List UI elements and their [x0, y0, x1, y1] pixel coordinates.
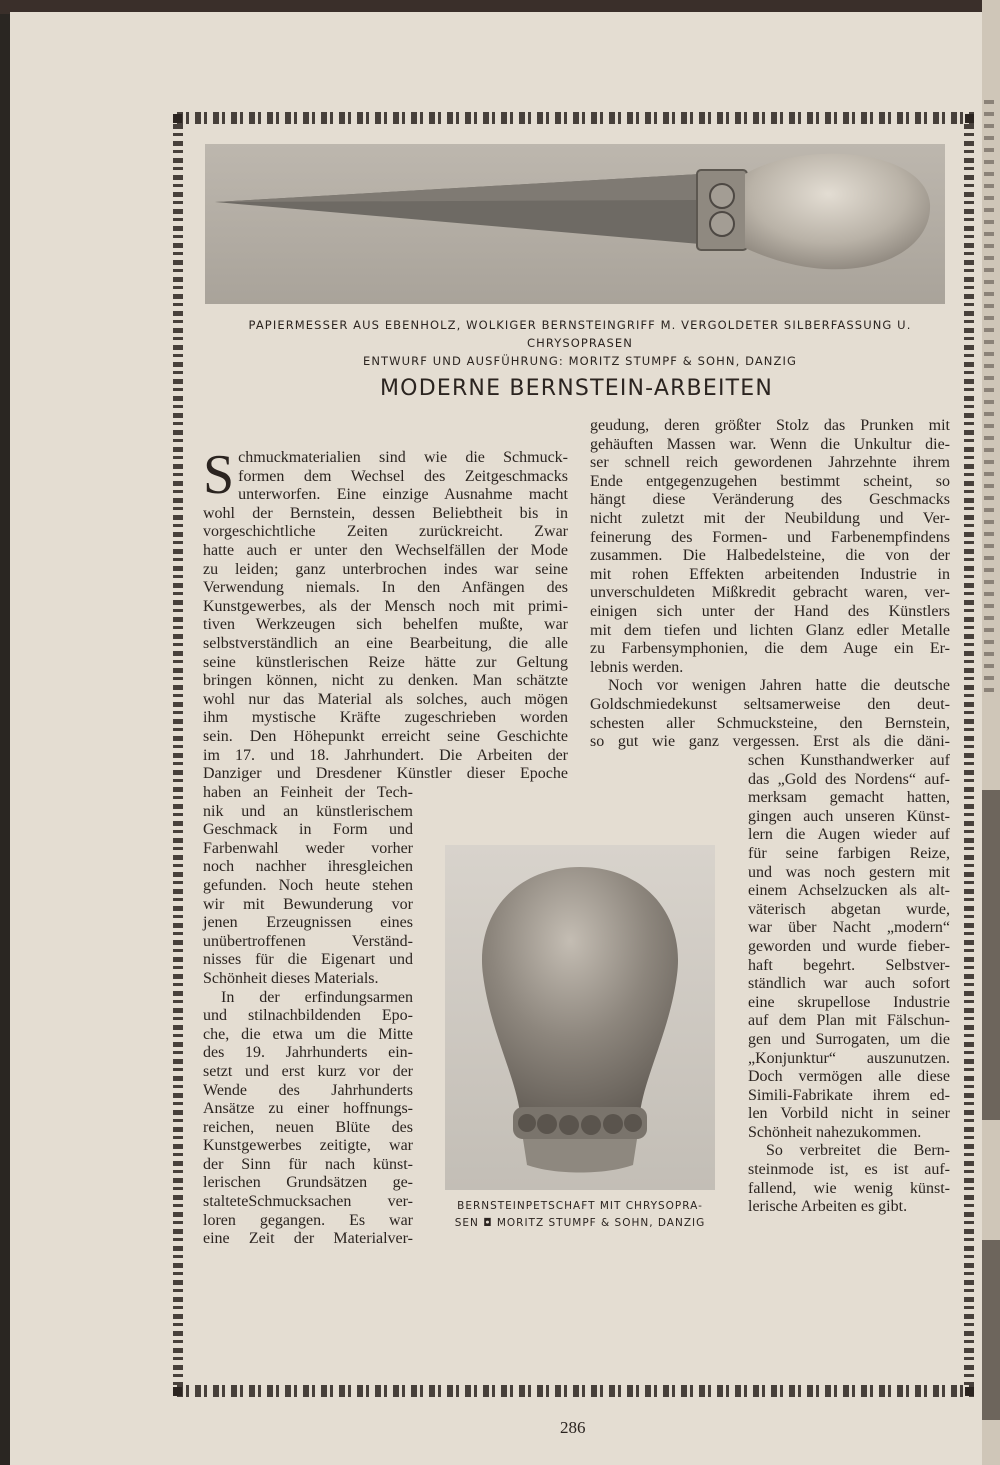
text-line: bringen können, nicht zu denken. Man schätzte	[203, 672, 568, 690]
text-line: sein. Den Höhepunkt erreicht seine Geschichte	[203, 727, 568, 745]
text-line: der Sinn für nach künst-	[203, 1155, 413, 1173]
text-line: vorgeschichtliche Zeiten zurückreicht. Zwar	[203, 523, 568, 541]
text-line: nicht zuletzt mit der Neubildung und Ver-	[590, 509, 950, 527]
facing-page-edge	[982, 0, 1000, 1465]
text-line: len Vorbild nicht in seiner	[748, 1105, 950, 1123]
text-line: ständlich war auch sofort	[748, 975, 950, 993]
text-line: gefunden. Noch heute stehen	[203, 876, 413, 894]
text-line: Verwendung niemals. In den Anfängen des	[203, 579, 568, 597]
ornament-border-top	[177, 112, 974, 124]
text-line: lerischen Grundsätzen ge-	[203, 1174, 413, 1192]
text-line: zu Farbensymphonien, die dem Auge ein Er-	[590, 640, 950, 658]
text-line: seine künstlerischen Reize hätte zur Geltung	[203, 653, 568, 671]
text-line: so gut wie ganz vergessen. Erst als die däni-	[590, 733, 950, 751]
text-line: zusammen. Die Halbedelsteine, die von der	[590, 547, 950, 565]
column-1-wide	[203, 444, 568, 784]
text-line: eine Zeit der Materialver-	[203, 1230, 413, 1248]
text-line: tiven Werkzeugen sich behelfen mußte, war	[203, 616, 568, 634]
caption-line: ENTWURF UND AUSFÜHRUNG: MORITZ STUMPF & SOHN, DANZIG	[362, 354, 797, 368]
text-line: Noch vor wenigen Jahren hatte die deutsche	[608, 677, 950, 695]
text-line: lerische Arbeiten es gibt.	[748, 1198, 908, 1216]
text-line: „Konjunktur“ auszunutzen.	[748, 1049, 950, 1067]
caption-line: BERNSTEINPETSCHAFT MIT CHRYSOPRA-	[457, 1200, 703, 1212]
text-line: Kunstgewerbes zeitigte, war	[203, 1137, 413, 1155]
text-line: hatte auch er unter den Wechselfällen der Mode	[203, 541, 568, 559]
page-number: 286	[560, 1418, 586, 1437]
text-line: des 19. Jahrhunderts ein-	[203, 1044, 413, 1062]
text-line: haft begehrt. Selbstver-	[748, 956, 950, 974]
text-line: lern die Augen wieder auf	[748, 826, 950, 844]
text-line: eine skrupellose Industrie	[748, 993, 950, 1011]
text-line: Geschmack in Form und	[203, 821, 413, 839]
text-line: steinmode ist, es ist auf-	[748, 1161, 950, 1179]
paper-knife-photo	[205, 144, 945, 304]
text-line: für seine farbigen Reize,	[748, 844, 950, 862]
text-line: wohl nur das Material als solches, auch mögen	[203, 690, 568, 708]
text-line: che, die etwa um die Mitte	[203, 1025, 413, 1043]
text-line: loren gegangen. Es war	[203, 1211, 413, 1229]
column-2-wide	[590, 417, 950, 752]
caption-line: PAPIERMESSER AUS EBENHOLZ, WOLKIGER BERNSTEINGRIFF M. VERGOLDETER SILBERFASSUNG U. CHRYSOPRASEN	[248, 318, 912, 350]
text-line: geudung, deren größter Stolz das Prunken mit	[590, 417, 950, 434]
text-line: auf dem Plan mit Fälschun-	[748, 1012, 950, 1030]
text-line: In der erfindungsarmen	[221, 988, 413, 1006]
text-line: wohl der Bernstein, dessen Beliebtheit bis in	[203, 504, 568, 522]
text-line: ser schnell reich gewordenen Jahrzehnte ihrem	[590, 454, 950, 472]
text-line: geworden und wurde fieber-	[748, 937, 950, 955]
drop-cap: S	[203, 444, 235, 506]
text-line: haben an Feinheit der Tech-	[203, 784, 413, 801]
text-line: feinerung des Formen- und Farbenempfindens	[590, 528, 950, 546]
text-line: schesten aller Schmucksteine, den Bernstein,	[590, 714, 950, 732]
text-line: und was noch gestern mit	[748, 863, 950, 881]
article-title: MODERNE BERNSTEIN-ARBEITEN	[380, 376, 774, 401]
text-line: stalteteSchmucksachen ver-	[203, 1193, 413, 1211]
figure-caption-top	[200, 316, 960, 370]
text-line: gingen auch unseren Künst-	[748, 807, 950, 825]
facing-page-image	[982, 790, 1000, 1120]
column-1-narrow	[203, 784, 413, 1249]
text-line: zu leiden; ganz unterbrochen indes war seine	[203, 560, 568, 578]
text-line: setzt und erst kurz vor der	[203, 1062, 413, 1080]
text-line: war über Nacht „modern“	[748, 919, 950, 937]
text-line: Schönheit nahezukommen.	[748, 1123, 922, 1141]
text-line: gehäuften Massen war. Wenn die Unkultur die-	[590, 435, 950, 453]
ornament-corner	[173, 114, 182, 123]
text-line: unübertroffenen Verständ-	[203, 932, 413, 950]
text-line: einem Achselzucken als alt-	[748, 882, 950, 900]
text-line: Goldschmiedekunst seltsamerweise den deut-	[590, 695, 950, 713]
text-line: mit dem tiefen und lichten Glanz edler Metalle	[590, 621, 950, 639]
text-line: merksam gemacht hatten,	[748, 789, 950, 807]
text-line: Kunstgewerbes, als der Mensch noch mit primi-	[203, 597, 568, 615]
text-line: noch nachher ihresgleichen	[203, 858, 413, 876]
facing-page-text-strip	[984, 100, 994, 700]
text-line: ihm mystische Kräfte zugeschrieben worden	[203, 709, 568, 727]
text-line: schen Kunsthandwerker auf	[748, 752, 950, 769]
ornament-corner	[965, 1387, 974, 1396]
text-line: das „Gold des Nordens“ auf-	[748, 770, 950, 788]
text-line: Doch vermögen alle diese	[748, 1068, 950, 1086]
text-line: selbstverständlich an eine Bearbeitung, die alle	[203, 634, 568, 652]
ornament-border-left	[173, 124, 183, 1385]
text-line: wir mit Bewunderung vor	[203, 895, 413, 913]
facing-page-image	[982, 1240, 1000, 1420]
amber-seal-photo	[445, 845, 715, 1190]
text-line: unverschuldeten Mißkredit gebracht waren, ver-	[590, 584, 950, 602]
text-line: lebnis werden.	[590, 658, 684, 676]
text-line: formen dem Wechsel des Zeitgeschmacks	[238, 467, 568, 485]
text-line: fallend, wie wenig künst-	[748, 1179, 950, 1197]
text-line: väterisch abgetan wurde,	[748, 900, 950, 918]
text-line: Farbenwahl weder vorher	[203, 839, 413, 857]
text-line: So verbreitet die Bern-	[766, 1142, 950, 1160]
text-line: im 17. und 18. Jahrhundert. Die Arbeiten der	[203, 746, 568, 764]
caption-line: SEN ◘ MORITZ STUMPF & SOHN, DANZIG	[454, 1217, 706, 1229]
ornament-border-right	[964, 124, 974, 1385]
text-line: gen und Surrogaten, um die	[748, 1030, 950, 1048]
text-line: nisses für die Eigenart und	[203, 951, 413, 969]
text-line: Ende entgegenzugehen bestimmt scheint, so	[590, 472, 950, 490]
ornament-corner	[965, 114, 974, 123]
text-line: Danziger und Dresdener Künstler dieser Epoche	[203, 765, 568, 783]
text-line: Wende des Jahrhunderts	[203, 1081, 413, 1099]
text-line: Schönheit dieses Materials.	[203, 969, 379, 987]
text-line: Simili-Fabrikate ihrem ed-	[748, 1086, 950, 1104]
text-line: hängt diese Veränderung des Geschmacks	[590, 491, 950, 509]
text-line: nik und an künstlerischem	[203, 802, 413, 820]
ornament-corner	[173, 1387, 182, 1396]
text-line: unterworfen. Eine einzige Ausnahme macht	[238, 486, 568, 504]
ornament-border-bottom	[177, 1385, 974, 1397]
text-line: jenen Erzeugnissen eines	[203, 914, 413, 932]
text-line: einigen sich unter der Hand des Künstlers	[590, 602, 950, 620]
figure-caption-bottom	[430, 1198, 730, 1232]
text-line: reichen, neuen Blüte des	[203, 1118, 413, 1136]
text-line: mit rohen Effekten arbeitenden Industrie in	[590, 565, 950, 583]
column-2-narrow	[748, 752, 950, 1217]
text-line: chmuckmaterialien sind wie die Schmuck-	[238, 449, 568, 466]
text-line: und stilnachbildenden Epo-	[203, 1007, 413, 1025]
text-line: Ansätze zu einer hoffnungs-	[203, 1100, 413, 1118]
